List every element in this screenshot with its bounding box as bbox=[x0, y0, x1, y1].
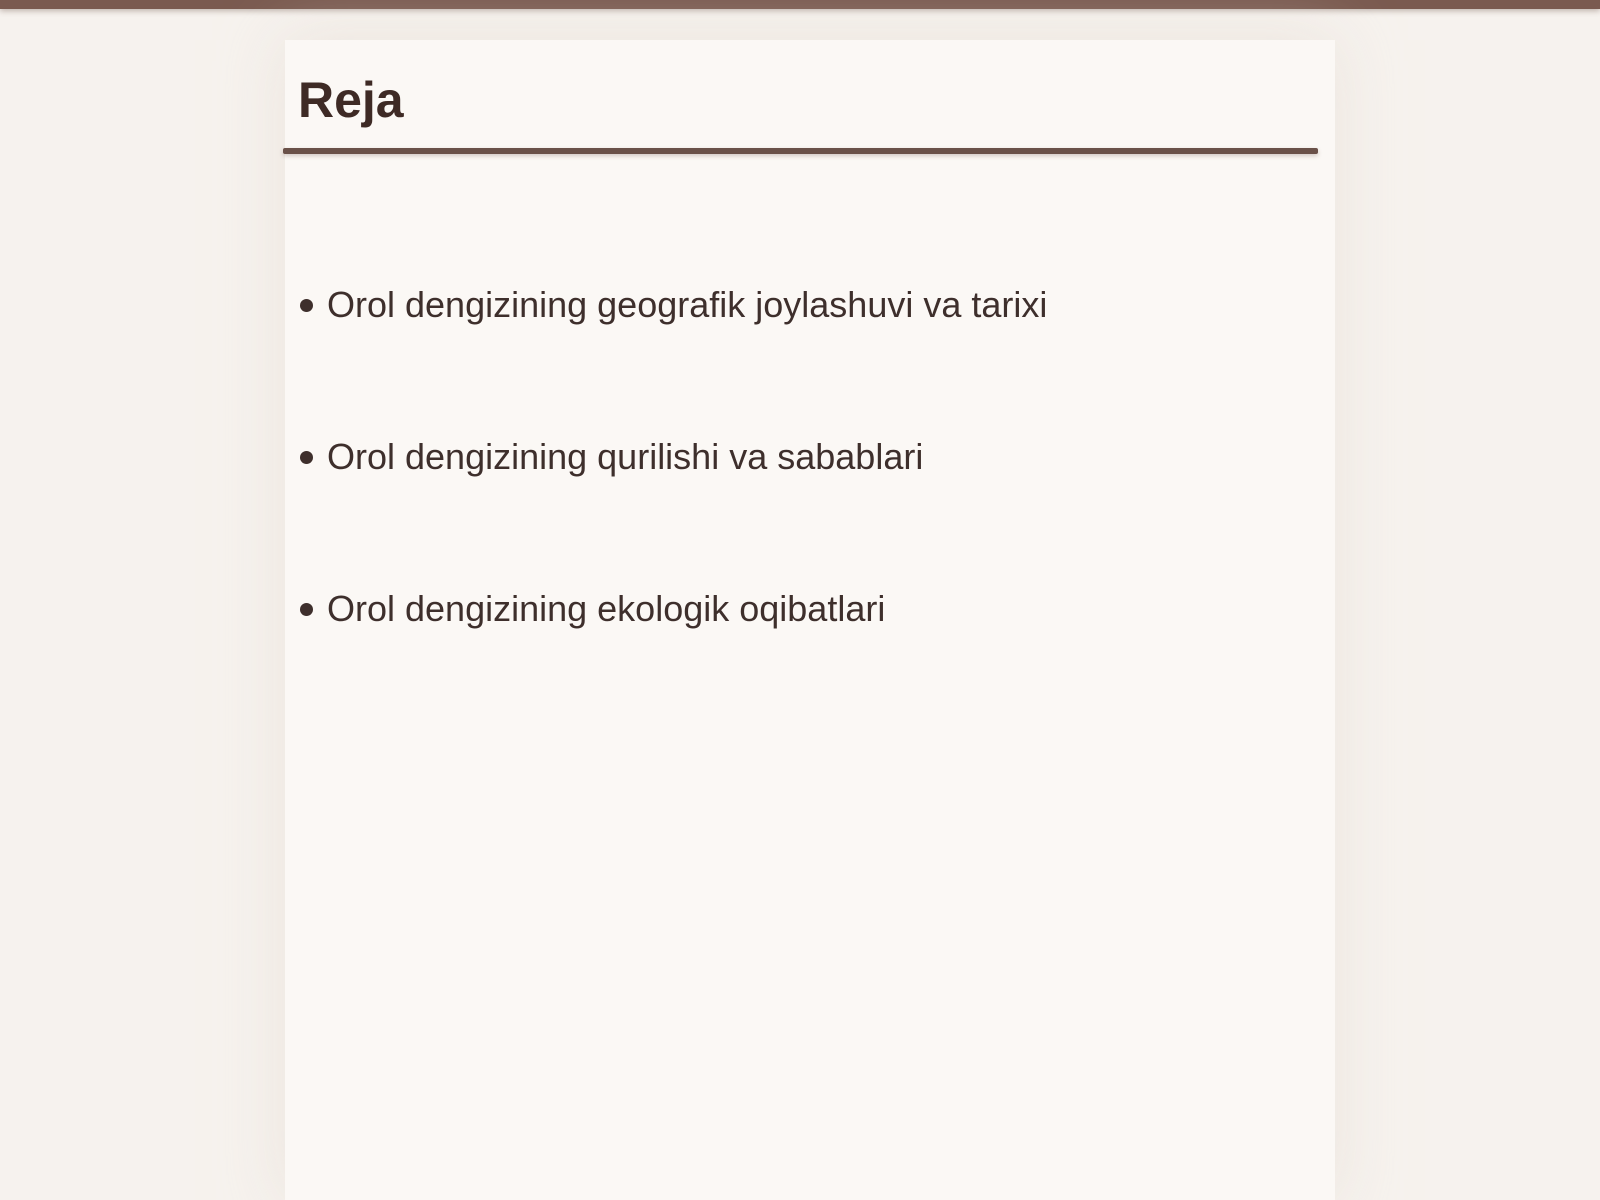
list-item bbox=[300, 280, 1047, 330]
slide-title: Reja bbox=[298, 72, 404, 128]
bullet-icon bbox=[300, 451, 313, 464]
bullet-icon bbox=[300, 603, 313, 616]
bullet-text: Orol dengizining qurilishi va sabablari bbox=[327, 436, 924, 477]
list-item bbox=[300, 432, 1047, 482]
bullet-icon bbox=[300, 299, 313, 312]
top-accent-bar bbox=[0, 0, 1600, 9]
bullet-text: Orol dengizining geografik joylashuvi va tarixi bbox=[327, 284, 1048, 325]
title-underline bbox=[283, 148, 1318, 154]
list-item bbox=[300, 584, 1047, 634]
bullet-text: Orol dengizining ekologik oqibatlari bbox=[327, 588, 886, 629]
bullet-list bbox=[300, 280, 1047, 736]
